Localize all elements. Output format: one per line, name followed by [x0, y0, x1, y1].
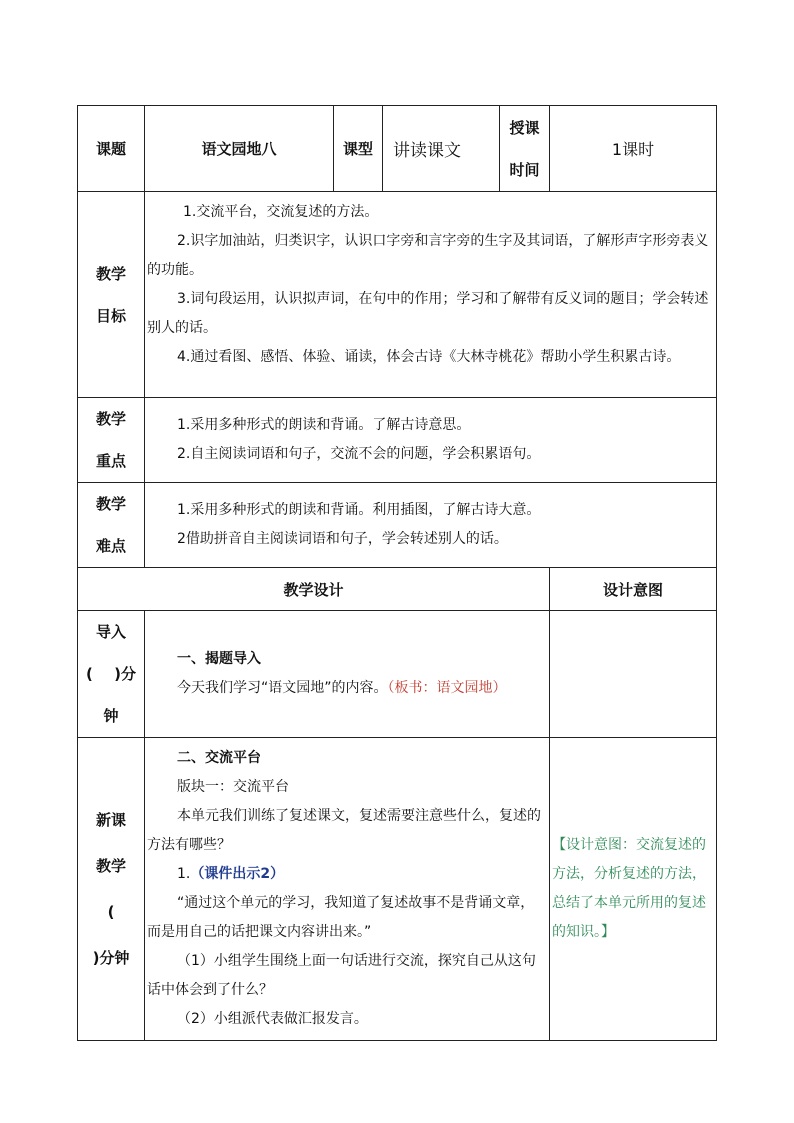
new-lesson-intent: 【设计意图：交流复述的方法，分析复述的方法，总结了本单元所用的复述的知识。】: [550, 738, 717, 1041]
design-header: 教学设计: [78, 568, 550, 611]
intro-board-note: （板书：语文园地）: [387, 680, 507, 696]
difficulty-item: 2借助拼音自主阅读词语和句子，学会转述别人的话。: [177, 531, 508, 547]
goal-item: 4.通过看图、感悟、体验、诵读，体会古诗《大林寺桃花》帮助小学生积累古诗。: [177, 349, 681, 365]
new-lesson-label-line2: 教学: [95, 857, 126, 875]
step-label: （课件出示2）: [190, 866, 285, 882]
intro-label: [78, 611, 145, 738]
intro-intent: [550, 611, 717, 738]
header-row: [78, 106, 717, 192]
intro-paren-open: (: [86, 665, 93, 683]
goals-label-line2: 目标: [95, 306, 126, 325]
focus-row: [78, 398, 717, 483]
difficulty-label-line2: 难点: [95, 537, 126, 555]
goals-content: [145, 192, 717, 398]
intro-label-line2: [78, 653, 144, 695]
focus-content: [145, 398, 717, 483]
difficulty-content: [145, 483, 717, 568]
intro-content: [145, 611, 550, 738]
new-lesson-step: [147, 860, 545, 889]
intro-heading: 一、揭题导入: [177, 651, 261, 667]
new-lesson-block: 版块一：交流平台: [177, 779, 289, 795]
goal-item: 1.交流平台，交流复述的方法。: [183, 204, 379, 220]
intro-text: [147, 674, 545, 703]
new-lesson-heading: 二、交流平台: [177, 750, 261, 766]
new-lesson-label-line1: 新课: [95, 811, 126, 829]
new-lesson-sub: （1）小组学生围绕上面一句话进行交流，探究自己从这句话中体会到了什么？: [147, 953, 536, 998]
intro-row: [78, 611, 717, 738]
intro-paren-close: )分: [114, 665, 136, 683]
topic-label: 课题: [78, 106, 145, 192]
new-lesson-content: [145, 738, 550, 1041]
focus-label: [78, 398, 145, 483]
new-lesson-sub: （2）小组派代表做汇报发言。: [177, 1011, 368, 1027]
difficulty-label-line1: 教学: [95, 495, 126, 513]
new-lesson-label-line3: (: [107, 903, 115, 921]
goals-label: [78, 192, 145, 398]
intent-header: 设计意图: [550, 568, 717, 611]
intro-label-line1: 导入: [95, 623, 126, 641]
focus-item: 1.采用多种形式的朗读和背诵。了解古诗意思。: [177, 417, 471, 433]
difficulty-row: [78, 483, 717, 568]
new-lesson-quote: “通过这个单元的学习，我知道了复述故事不是背诵文章，而是用自己的话把课文内容讲出来。”: [147, 895, 535, 940]
focus-item: 2.自主阅读词语和句子，交流不会的问题，学会积累语句。: [177, 446, 541, 462]
difficulty-label: [78, 483, 145, 568]
intro-text-main: 今天我们学习“语文园地”的内容。: [177, 680, 388, 696]
topic-value: 语文园地八: [145, 106, 334, 192]
goals-label-line1: 教学: [95, 264, 126, 283]
goal-item: 3.词句段运用，认识拟声词，在句中的作用；学习和了解带有反义词的题目；学会转述别人的话。: [147, 291, 709, 336]
type-value: 讲读课文: [383, 106, 500, 192]
focus-label-line2: 重点: [95, 452, 126, 470]
time-value: 1课时: [550, 106, 717, 192]
goals-row: [78, 192, 717, 398]
type-label: 课型: [334, 106, 383, 192]
time-label: [500, 106, 550, 192]
new-lesson-para: 本单元我们训练了复述课文，复述需要注意些什么，复述的方法有哪些？: [147, 808, 541, 853]
goal-item: 2.识字加油站，归类识字，认识口字旁和言字旁的生字及其词语，了解形声字形旁表义的功能。: [147, 233, 709, 278]
lesson-plan-table: [77, 105, 717, 1041]
time-label-line1: 授课: [509, 118, 540, 137]
new-lesson-label-line4: )分钟: [92, 949, 130, 967]
new-lesson-label: [78, 738, 145, 1041]
difficulty-item: 1.采用多种形式的朗读和背诵。利用插图，了解古诗大意。: [177, 502, 541, 518]
new-lesson-row: [78, 738, 717, 1041]
intro-label-line3: 钟: [103, 707, 119, 725]
design-header-row: [78, 568, 717, 611]
step-number: 1.: [177, 866, 191, 882]
focus-label-line1: 教学: [95, 410, 126, 428]
time-label-line2: 时间: [509, 160, 540, 179]
